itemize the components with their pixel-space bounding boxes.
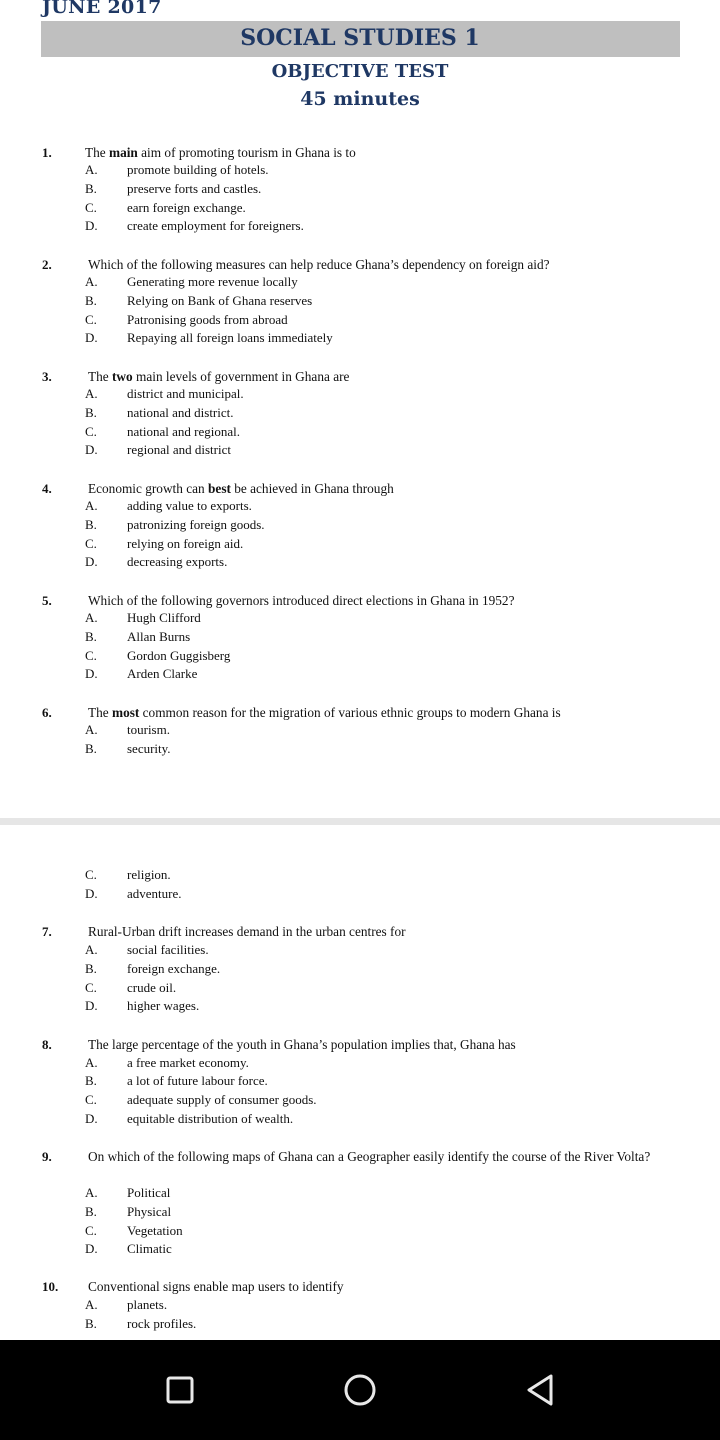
home-button[interactable] [310,1340,410,1440]
document-page-2: C. religion. D. adventure. 7. Rural-Urban drift increases demand in the urban centres for A. social facilities. B. foreign exchange. C. crude oil. D. higher wages. 8. The large percentage of the youth in Ghana’s population implies that, Ghana has A. a free market economy. B. a lot of future labour force. C. adequate supply of consumer goods. D. equitable distribution of wealth. 9. On which of the following maps of Ghana can a Geographer easily identify the course of the River Volta? A. Political B. Physical C. Vegetation D. Climatic 10. Conventional signs enable map users to identify A. planets. B. rock profiles. [0,825,720,1340]
question-number: 4. [42,481,52,496]
circle-icon [342,1372,378,1408]
document-page-1: JUNE 2017 SOCIAL STUDIES 1 OBJECTIVE TEST 45 minutes 1. The main aim of promoting tourism in Ghana is to A. promote building of hotels. B. preserve forts and castles. C. earn foreign exchange. D. create employment for foreigners. 2. Which of the following measures can help reduce Ghana’s dependency on foreign aid? A. Generating more revenue locally B. Relying on Bank of Ghana reserves C. Patronising goods from abroad D. Repaying all foreign loans immediately 3. The two main levels of government in Ghana are A. district and municipal. B. national and district. C. national and regional. D. regional and district 4. Economic growth can best be achieved in Ghana through A. adding value to exports. B. patronizing foreign goods. C. relying on foreign aid. D. decreasing exports. 5. Which of the following governors introduced direct elections in Ghana in 1952? A. Hugh Clifford B. Allan Burns C. Gordon Guggisberg D. Arden Clarke 6. The most common reason for the migration of various ethnic groups to modern Ghana is A. tourism. B. security. [0,0,720,818]
question-text: Conventional signs enable map users to identify [88,1279,344,1294]
navigation-bar [0,1340,720,1440]
question-number: 10. [42,1279,59,1294]
question-number: 7. [42,924,52,939]
test-type-title: OBJECTIVE TEST [271,61,449,82]
square-icon [165,1375,195,1405]
question-text: Which of the following measures can help reduce Ghana’s dependency on foreign aid? [88,257,550,272]
recents-button[interactable] [130,1340,230,1440]
question-text: Which of the following governors introduced direct elections in Ghana in 1952? [88,593,515,608]
exam-date: JUNE 2017 [42,0,162,18]
duration-title: 45 minutes [300,88,420,110]
question-text: The large percentage of the youth in Ghana’s population implies that, Ghana has [88,1037,516,1052]
subject-title: SOCIAL STUDIES 1 [240,25,480,51]
page-separator [0,818,720,825]
question-text: Economic growth can best be achieved in Ghana through [88,481,394,496]
back-button[interactable] [490,1340,590,1440]
question-text: Rural-Urban drift increases demand in the urban centres for [88,924,406,939]
question-number: 8. [42,1037,52,1052]
question-number: 5. [42,593,52,608]
question-number: 9. [42,1149,52,1164]
question-number: 3. [42,369,52,384]
question-number: 6. [42,705,52,720]
question-text: The two main levels of government in Ghana are [88,369,350,384]
question-text: The main aim of promoting tourism in Ghana is to [85,145,356,160]
question-text: On which of the following maps of Ghana can a Geographer easily identify the course of the River Volta? [88,1149,651,1164]
question-text: The most common reason for the migration of various ethnic groups to modern Ghana is [88,705,561,720]
triangle-icon [523,1372,557,1408]
question-number: 2. [42,257,52,272]
question-number: 1. [42,145,52,160]
